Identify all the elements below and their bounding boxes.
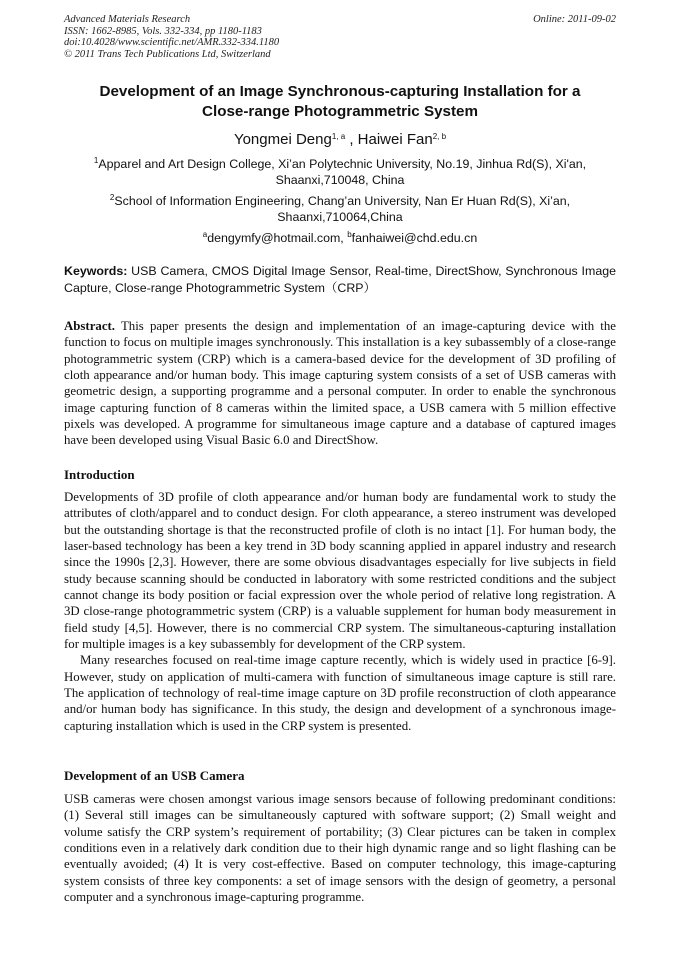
author-1-affil-mark: 1, a: [331, 132, 346, 141]
issn-line: ISSN: 1662-8985, Vols. 332-334, pp 1180-1183: [64, 25, 262, 37]
introduction-paragraph-1: Developments of 3D profile of cloth appearance and/or human body are fundamental work to study the attributes of cloth/apparel and to conduct design. For cloth appearance, a stereo instrument was developed but the outstanding shortage is that the reconstructed profile of cloth is no intact [1]. For human body, the laser-based technology has been a key trend in 3D body scanning applied in apparel industry and research since the 1990s [2,3]. However, there are some obvious disadvantages especially for live subjects in field study because scanning should be conducted in laboratory with some restricted conditions and the subject cannot change its body position or facial expression over the whole period of relative long registration. A 3D close-range photogrammetric system (CRP) is a valuable supplement for human body measurement in field study [4,5]. However, there is no commercial CRP system. The simultaneous-capturing installation for multiple images is a key subassembly for development of the CRP system.: [64, 490, 616, 652]
introduction-heading: Introduction: [64, 467, 135, 482]
affiliation-1: [64, 156, 616, 188]
copyright-line: © 2011 Trans Tech Publications Ltd, Switzerland: [64, 48, 271, 60]
email-b: fanhaiwei@chd.edu.cn: [351, 231, 478, 245]
affiliation-1-number: 1: [93, 156, 99, 165]
online-date: Online: 2011-09-02: [533, 14, 616, 25]
affiliation-2-line-1: School of Information Engineering, Chang’an University, Nan Er Huan Rd(S), Xi’an,: [114, 194, 571, 208]
affiliation-1-line-2: Shaanxi,710048, China: [275, 173, 405, 187]
affiliation-2: [64, 193, 616, 225]
abstract-text: This paper presents the design and implementation of an image-capturing device with the function to focus on multiple images synchronously. This installation is a key subassembly of a close-range photogrammetric system (CRP) which is a camera-based device for the development of 3D profiling of cloth appearance and/or human body. This image capturing system consists of a set of USB cameras with geometric design, a supporting programme and a personal computer. In order to enable the synchronous image capturing function of 8 cameras within the limited space, a USB camera with 5 million effective pixels was developed. A programme for simultaneous image capture and a database of captured images have been developed using Visual Basic 6.0 and DirectShow.: [64, 319, 616, 448]
author-1-name: Yongmei Deng: [233, 131, 332, 148]
introduction-paragraph-2: Many researches focused on real-time image capture recently, which is widely used in practice [6-9]. However, study on application of multi-camera with function of simultaneous image capture is still rare. The application of technology of real-time image capture on 3D profile reconstruction of cloth appearance and/or human body has significance. In this study, the design and development of a synchronous image-capturing installation which is used in the CRP system is presented.: [64, 653, 616, 733]
usb-camera-body: [64, 791, 616, 905]
journal-header: [64, 14, 616, 60]
author-2-name: Haiwei Fan: [357, 131, 433, 148]
keywords: [64, 263, 616, 296]
journal-name: Advanced Materials Research: [64, 14, 191, 25]
affiliation-1-line-1: Apparel and Art Design College, Xi’an Polytechnic University, No.19, Jinhua Rd(S), Xi'an,: [98, 157, 587, 171]
affiliation-2-number: 2: [109, 193, 115, 202]
introduction-body: [64, 489, 616, 734]
title-line-2: Close-range Photogrammetric System: [202, 102, 478, 120]
paper-title: [64, 82, 616, 121]
keywords-text: USB Camera, CMOS Digital Image Sensor, Real-time, DirectShow, Synchronous Image Capture, Close-range Photogrammetric System（CRP）: [64, 264, 616, 295]
author-emails: [64, 230, 616, 246]
title-line-1: Development of an Image Synchronous-capturing Installation for a: [99, 83, 581, 100]
email-a-mark: a: [202, 230, 208, 239]
author-separator: ,: [345, 131, 358, 148]
doi-line: doi:10.4028/www.scientific.net/AMR.332-334.1180: [64, 37, 280, 49]
abstract-label: Abstract.: [64, 319, 116, 333]
author-2-affil-mark: 2, b: [432, 132, 447, 141]
affiliation-2-line-2: Shaanxi,710064,China: [277, 210, 403, 224]
usb-camera-paragraph-1: USB cameras were chosen amongst various image sensors because of following predominant conditions: (1) Several still images can be simultaneously captured with software support; (2) Small weight and volume satisfy the CRP system’s requirement of portability; (3) Clear pictures can be taken in complex conditions even in a relatively dark condition due to their high dynamic range and so light flashing can be eventually avoided; (4) It is very cost-effective. Based on computer technology, this image-capturing system consists of three key components: a set of image sensors with the design of geometry, a personal computer and a synchronous image-capturing programme.: [64, 792, 616, 905]
abstract: [64, 318, 616, 449]
email-b-mark: b: [347, 230, 352, 239]
email-a: dengymfy@hotmail.com,: [207, 231, 348, 245]
usb-camera-heading: Development of an USB Camera: [64, 768, 245, 783]
keywords-label: Keywords:: [64, 264, 128, 278]
author-list: [64, 131, 616, 149]
